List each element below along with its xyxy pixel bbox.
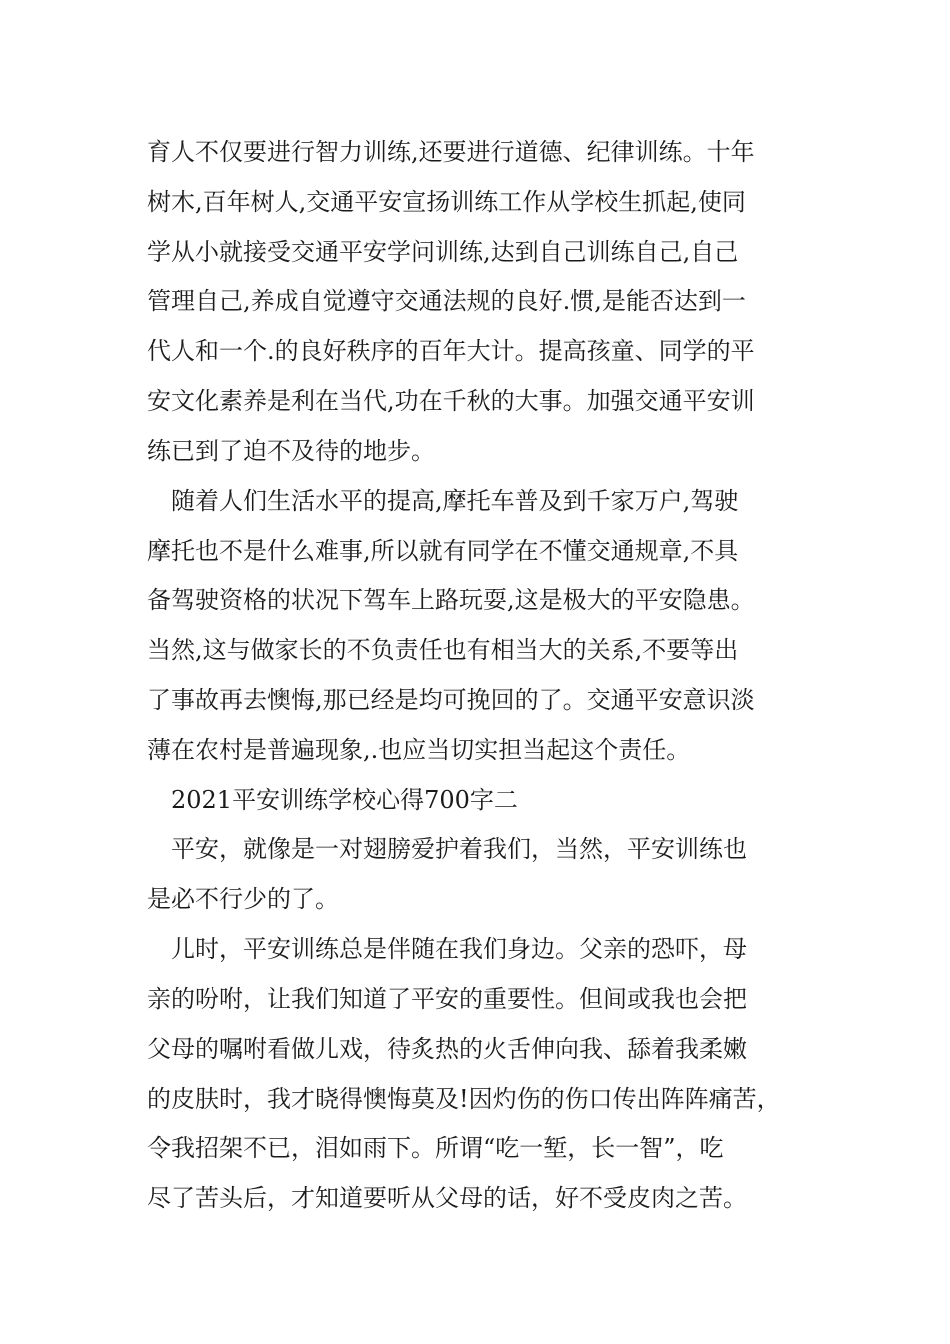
section-heading: 2021平安训练学校心得700字二 bbox=[171, 786, 518, 814]
text-line: 父母的嘱咐看做儿戏，待炙热的火舌伸向我、舔着我柔嫩 bbox=[147, 1035, 747, 1063]
text-line: 薄在农村是普遍现象,.也应当切实担当起这个责任。 bbox=[147, 736, 691, 764]
text-line: 平安，就像是一对翅膀爱护着我们，当然，平安训练也 bbox=[171, 835, 747, 863]
text-line: 亲的吩咐，让我们知道了平安的重要性。但间或我也会把 bbox=[147, 985, 747, 1013]
text-line: 育人不仅要进行智力训练,还要进行道德、纪律训练。十年 bbox=[147, 138, 755, 166]
text-line: 摩托也不是什么难事,所以就有同学在不懂交通规章,不具 bbox=[147, 537, 739, 565]
text-line: 随着人们生活水平的提高,摩托车普及到千家万户,驾驶 bbox=[171, 487, 739, 515]
text-line: 是必不行少的了。 bbox=[147, 885, 339, 913]
text-line: 备驾驶资格的状况下驾车上路玩耍,这是极大的平安隐患。 bbox=[147, 586, 755, 614]
text-line: 的皮肤时，我才晓得懊悔莫及!因灼伤的伤口传出阵阵痛苦， bbox=[147, 1085, 781, 1113]
text-line: 代人和一个.的良好秩序的百年大计。提高孩童、同学的平 bbox=[147, 337, 755, 365]
text-line: 树木,百年树人,交通平安宣扬训练工作从学校生抓起,使同 bbox=[147, 188, 746, 216]
text-line: 了事故再去懊悔,那已经是均可挽回的了。交通平安意识淡 bbox=[147, 686, 755, 714]
text-line: 令我招架不已，泪如雨下。所谓“吃一堑，长一智”，吃 bbox=[147, 1134, 724, 1162]
text-line: 当然,这与做家长的不负责任也有相当大的关系,不要等出 bbox=[147, 636, 739, 664]
text-line: 管理自己,养成自觉遵守交通法规的良好.惯,是能否达到一 bbox=[147, 287, 746, 315]
text-line: 儿时，平安训练总是伴随在我们身边。父亲的恐吓，母 bbox=[171, 935, 747, 963]
text-line: 练已到了迫不及待的地步。 bbox=[147, 437, 435, 465]
text-line: 学从小就接受交通平安学问训练,达到自己训练自己,自己 bbox=[147, 238, 739, 266]
text-line: 安文化素养是利在当代,功在千秋的大事。加强交通平安训 bbox=[147, 387, 755, 415]
text-line: 尽了苦头后，才知道要听从父母的话，好不受皮肉之苦。 bbox=[147, 1184, 747, 1212]
